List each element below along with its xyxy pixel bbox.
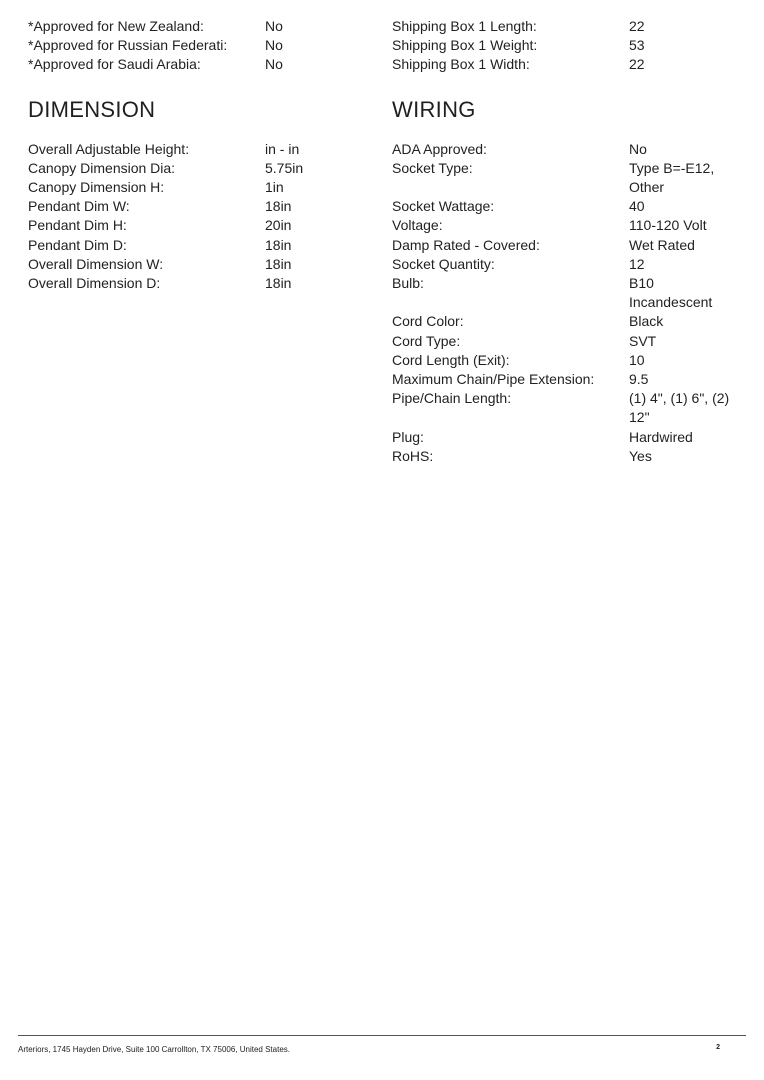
spec-value: 9.5 [629,371,649,388]
spec-row [392,351,742,370]
spec-value: No [265,37,283,54]
shipping-list [392,17,742,75]
spec-label: Overall Dimension W: [28,255,164,272]
spec-row [28,236,368,255]
spec-label: Pendant Dim D: [28,236,127,253]
spec-row [392,236,742,255]
spec-row [28,274,368,293]
spec-label: Shipping Box 1 Weight: [392,37,538,54]
spec-value: 20in [265,217,292,234]
spec-row [392,447,742,466]
spec-value: No [265,18,283,34]
spec-value: No [629,140,647,157]
spec-row [392,428,742,447]
spec-row [392,17,742,36]
spec-label: Plug: [392,428,424,445]
spec-label: Socket Quantity: [392,255,495,272]
spec-label: *Approved for Russian Federati: [28,37,228,54]
spec-label: Pendant Dim H: [28,217,127,234]
spec-row [28,17,368,36]
spec-value: Hardwired [629,428,693,445]
spec-row [28,216,368,235]
spec-label: Shipping Box 1 Length: [392,18,537,34]
spec-value: 53 [629,37,645,54]
wiring-list [392,140,742,466]
spec-row [28,140,368,159]
spec-label: Voltage: [392,217,443,234]
page-number: 2 [716,1044,720,1051]
spec-value: (1) 4", (1) 6", (2) 12" [629,390,730,426]
spec-label: *Approved for New Zealand: [28,18,204,34]
spec-row [392,389,742,427]
spec-value: 1in [265,179,284,196]
spec-value: B10 Incandescent [629,275,713,311]
spec-row [28,178,368,197]
dimension-heading: DIMENSION [28,96,156,122]
footer-divider [18,1035,746,1036]
spec-label: Bulb: [392,275,424,292]
spec-label: ADA Approved: [392,140,487,157]
spec-row [28,55,368,74]
spec-value: Type B=-E12, Other [629,159,715,196]
spec-row [392,370,742,389]
spec-row [392,36,742,55]
spec-row [392,274,742,312]
spec-row [392,197,742,216]
spec-value: SVT [629,332,657,349]
spec-label: Overall Dimension D: [28,275,161,292]
footer-address: Arteriors, 1745 Hayden Drive, Suite 100 Carrollton, TX 75006, United States. [18,1045,290,1054]
spec-value: 110-120 Volt [629,217,707,234]
spec-value: 12 [629,255,645,272]
spec-row [392,55,742,74]
spec-value: 22 [629,56,645,73]
spec-value: 5.75in [265,159,304,176]
spec-label: Cord Length (Exit): [392,351,510,368]
spec-value: 18in [265,275,292,292]
spec-value: in - in [265,140,300,157]
spec-row [392,312,742,331]
spec-label: Damp Rated - Covered: [392,236,540,253]
left-column [28,17,368,293]
spec-label: Overall Adjustable Height: [28,140,190,157]
spec-label: Socket Wattage: [392,198,495,215]
wiring-heading: WIRING [392,96,476,122]
spec-label: Maximum Chain/Pipe Extension: [392,371,595,388]
spec-value: 18in [265,255,292,272]
spec-label: Canopy Dimension Dia: [28,159,176,176]
spec-value: 40 [629,198,645,215]
approval-list [28,17,368,75]
spec-label: RoHS: [392,447,434,464]
spec-label: Pipe/Chain Length: [392,390,512,407]
right-column [392,17,742,466]
spec-row [392,332,742,351]
spec-row [392,216,742,235]
spec-label: Canopy Dimension H: [28,179,165,196]
spec-value: Yes [629,447,652,464]
spec-label: Pendant Dim W: [28,198,130,215]
spec-label: Socket Type: [392,159,473,176]
spec-value: Black [629,313,664,330]
spec-label: Cord Type: [392,332,461,349]
spec-label: Shipping Box 1 Width: [392,56,530,73]
spec-value: 10 [629,351,645,368]
spec-row [28,36,368,55]
spec-row [28,159,368,178]
spec-row [28,255,368,274]
spec-value: 18in [265,198,292,215]
spec-label: *Approved for Saudi Arabia: [28,56,201,73]
spec-value: 18in [265,236,292,253]
spec-value: 22 [629,18,645,34]
spec-row [28,197,368,216]
spec-value: No [265,56,283,73]
dimension-list [28,140,368,294]
spec-label: Cord Color: [392,313,464,330]
spec-row [392,159,742,197]
spec-value: Wet Rated [629,236,695,253]
spec-row [392,140,742,159]
spec-row [392,255,742,274]
